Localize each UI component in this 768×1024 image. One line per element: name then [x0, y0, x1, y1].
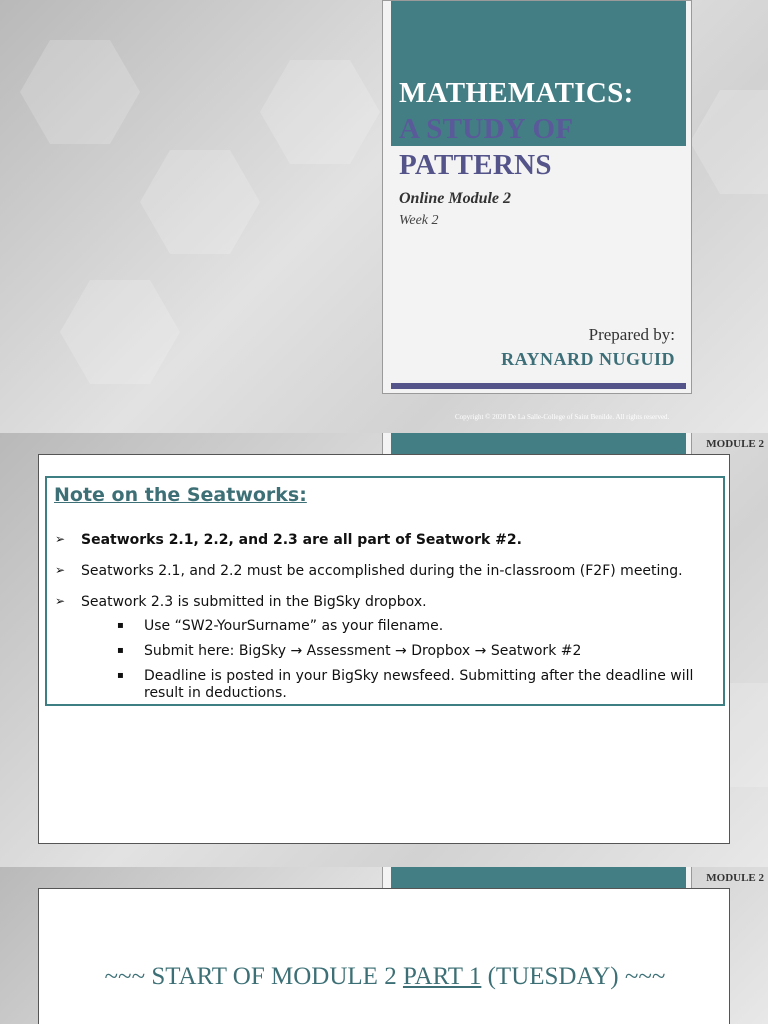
note-title: Note on the Seatworks: [54, 484, 307, 506]
module-label: MODULE 2 [706, 872, 764, 884]
background-hexagon [60, 280, 180, 384]
sub-bullet-text: Use “SW2-YourSurname” as your filename. [144, 618, 444, 634]
note-box [45, 476, 725, 706]
module-start-heading [39, 963, 731, 991]
background-hexagon [260, 60, 380, 164]
slide-seatwork-note [0, 433, 768, 867]
copyright-notice: Copyright © 2020 De La Salle-College of Saint Benilde. All rights reserved. [455, 413, 670, 421]
title-line-2: A STUDY OF [399, 113, 574, 145]
square-bullet-icon: ▪ [117, 620, 124, 631]
bullet-text: Seatworks 2.1, 2.2, and 2.3 are all part of Seatwork #2. [81, 532, 522, 548]
author-name: RAYNARD NUGUID [501, 349, 675, 369]
title-line-3: PATTERNS [399, 149, 552, 181]
slide-title [0, 0, 768, 433]
title-line-1: MATHEMATICS: [399, 77, 634, 109]
title-underline-bar [391, 383, 686, 389]
module-subtitle: Online Module 2 [399, 190, 512, 207]
heading-suffix: (TUESDAY) ~~~ [481, 963, 666, 990]
arrow-bullet-icon: ➢ [55, 532, 66, 546]
week-label: Week 2 [399, 213, 439, 228]
heading-prefix: ~~~ START OF MODULE 2 [104, 963, 403, 990]
slide-module-start [0, 867, 768, 1024]
prepared-by-label: Prepared by: [588, 325, 675, 344]
arrow-bullet-icon: ➢ [55, 594, 66, 608]
background-hexagon [20, 40, 140, 144]
sub-bullet-text: Submit here: BigSky → Assessment → Dropbox → Seatwork #2 [144, 643, 582, 659]
slide-content [38, 888, 730, 1024]
sub-bullet-text: Deadline is posted in your BigSky newsfeed. Submitting after the deadline will result in deductions. [144, 668, 694, 701]
bullet-text: Seatwork 2.3 is submitted in the BigSky dropbox. [81, 594, 427, 610]
arrow-bullet-icon: ➢ [55, 563, 66, 577]
square-bullet-icon: ▪ [117, 670, 124, 681]
title-card [382, 0, 692, 394]
module-label: MODULE 2 [706, 438, 764, 450]
heading-part: PART 1 [402, 963, 482, 990]
slide-content [38, 454, 730, 844]
bullet-text: Seatworks 2.1, and 2.2 must be accomplished during the in-classroom (F2F) meeting. [81, 563, 683, 579]
square-bullet-icon: ▪ [117, 645, 124, 656]
background-hexagon [690, 90, 768, 194]
background-hexagon [140, 150, 260, 254]
